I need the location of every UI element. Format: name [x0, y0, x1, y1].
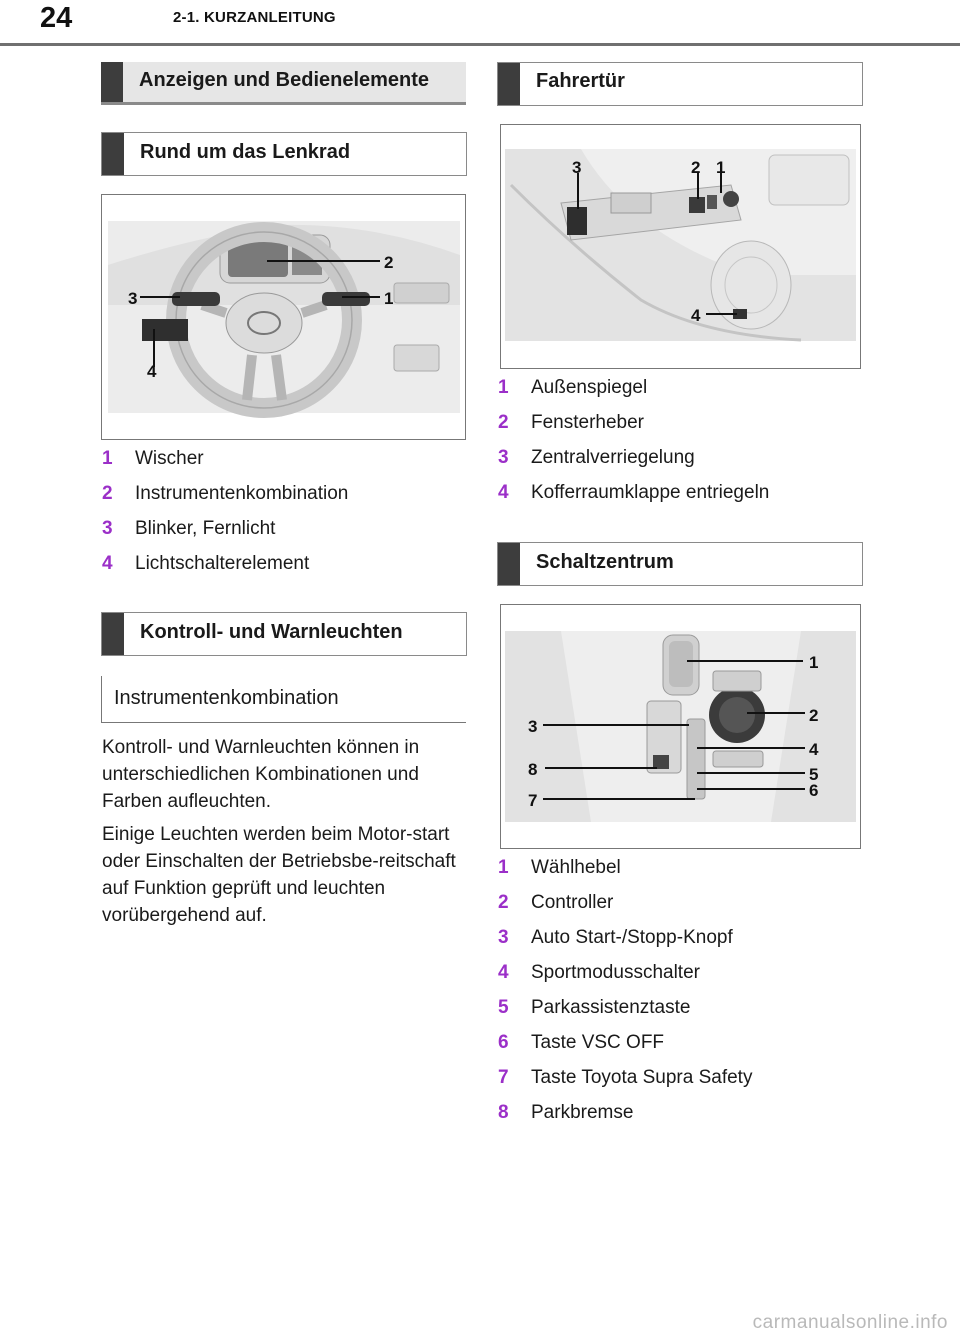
subsection-title: Kontroll- und Warnleuchten: [140, 621, 403, 643]
section-title: Anzeigen und Bedienelemente: [139, 69, 430, 91]
callout-4: 4: [147, 362, 157, 381]
header-rule: [0, 43, 960, 46]
callout-4: 4: [691, 306, 701, 325]
subsection-heading-console: [497, 542, 863, 586]
subsection-heading-warning: [101, 612, 467, 656]
callout-2: 2: [691, 158, 701, 177]
callout-1: 1: [716, 158, 726, 177]
heading-tab: [498, 543, 520, 585]
heading-tab: [102, 133, 124, 175]
console-figure: [500, 604, 861, 849]
subheading-instrument-cluster: Instrumentenkombination: [101, 676, 466, 723]
paragraph: Einige Leuchten werden beim Motor-start oder Einschalten der Betriebsbe-reitschaft auf Funktion geprüft und leuchten vorübergehend auf.: [102, 824, 456, 926]
callout-3: 3: [528, 717, 538, 736]
callout-5: 5: [809, 765, 819, 784]
callout-3: 3: [128, 289, 138, 308]
steering-figure: [101, 194, 466, 440]
subsection-title: Fahrertür: [536, 70, 625, 92]
callout-1: 1: [384, 289, 394, 308]
door-illustration: [501, 125, 860, 368]
callout-2: 2: [809, 706, 819, 725]
paragraph: Kontroll- und Warnleuchten können in unterschiedlichen Kombinationen und Farben aufleuchten.: [102, 737, 420, 812]
subsection-title: Rund um das Lenkrad: [140, 141, 351, 163]
door-figure: [500, 124, 861, 369]
subsection-heading-steering: [101, 132, 467, 176]
page-number: 24: [40, 2, 73, 34]
callout-4: 4: [809, 740, 819, 759]
callout-1: 1: [809, 653, 819, 672]
watermark: carmanualsonline.info: [752, 1312, 948, 1333]
heading-tab: [101, 62, 123, 102]
callout-6: 6: [809, 781, 819, 800]
subsection-heading-door: [497, 62, 863, 106]
section-heading-controls: [101, 62, 466, 105]
console-illustration: [501, 605, 860, 848]
callout-3: 3: [572, 158, 582, 177]
subsection-title: Schaltzentrum: [536, 551, 674, 573]
callout-7: 7: [528, 791, 538, 810]
steering-illustration: [102, 195, 465, 439]
callout-2: 2: [384, 253, 394, 272]
heading-tab: [102, 613, 124, 655]
chapter-title: 2-1. KURZANLEITUNG: [173, 9, 336, 26]
heading-tab: [498, 63, 520, 105]
callout-8: 8: [528, 760, 538, 779]
